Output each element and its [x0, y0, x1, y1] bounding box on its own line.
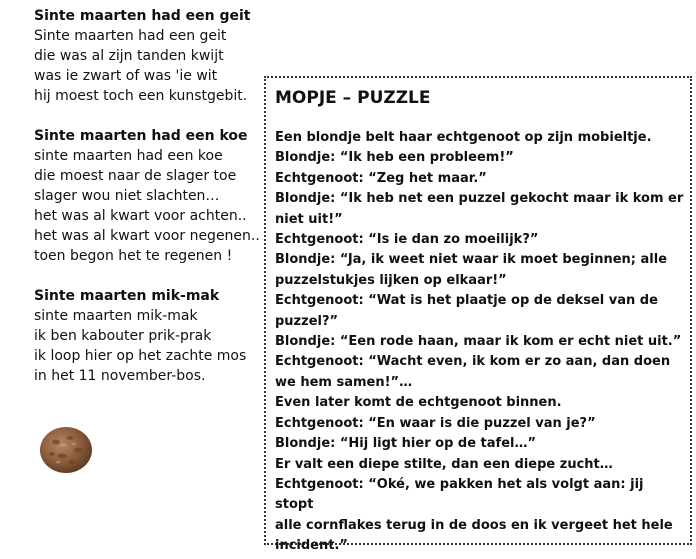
poem-title: Sinte maarten mik-mak: [34, 288, 220, 304]
joke-line: Echtgenoot: “Is ie dan zo moeilijk?”: [275, 232, 539, 248]
joke-line: incident.”: [275, 538, 348, 554]
joke-line: Blondje: “Hij ligt hier op de tafel…”: [275, 436, 537, 452]
joke-line: niet uit!”: [275, 211, 343, 227]
poem-line: in het 11 november-bos.: [34, 368, 206, 384]
poem-line: die moest naar de slager toe: [34, 168, 237, 184]
joke-line: Blondje: “Ja, ik weet niet waar ik moet beginnen; alle: [275, 252, 668, 268]
poem-line: ik ben kabouter prik-prak: [34, 328, 212, 344]
poem-line: hij moest toch een kunstgebit.: [34, 88, 248, 104]
poem-line: ik loop hier op het zachte mos: [34, 348, 247, 364]
joke-title: MOPJE – PUZZLE: [275, 88, 431, 108]
joke-line: Echtgenoot: “Oké, we pakken het als volgt aan: jij stopt: [275, 476, 644, 513]
joke-line: Er valt een diepe stilte, dan een diepe zucht…: [275, 456, 613, 472]
joke-line: Blondje: “Ik heb net een puzzel gekocht maar ik kom er: [275, 191, 684, 207]
poem-line: sinte maarten mik-mak: [34, 308, 198, 324]
joke-line: Blondje: “Een rode haan, maar ik kom er echt niet uit.”: [275, 334, 682, 350]
joke-line: Een blondje belt haar echtgenoot op zijn mobieltje.: [275, 130, 652, 145]
poem-line: het was al kwart voor achten..: [34, 208, 247, 224]
joke-line: Echtgenoot: “Zeg het maar.”: [275, 170, 487, 186]
joke-line: Echtgenoot: “En waar is die puzzel van je?”: [275, 415, 596, 431]
poem-line: toen begon het te regenen !: [34, 248, 233, 264]
cookie-image: [36, 418, 96, 478]
poem-line: Sinte maarten had een geit: [34, 28, 227, 44]
poem-line: slager wou niet slachten…: [34, 188, 220, 204]
joke-line: we hem samen!”…: [275, 374, 413, 390]
poems-column: [34, 6, 259, 406]
joke-line: Echtgenoot: “Wat is het plaatje op de deksel van de: [275, 293, 658, 309]
joke-line: Even later komt de echtgenoot binnen.: [275, 395, 562, 411]
joke-line: puzzel?”: [275, 313, 339, 329]
poem-title: Sinte maarten had een koe: [34, 128, 248, 144]
poem-line: die was al zijn tanden kwijt: [34, 48, 224, 64]
poem-mik-mak: [34, 286, 259, 386]
poem-line: sinte maarten had een koe: [34, 148, 223, 164]
poem-title: Sinte maarten had een geit: [34, 8, 251, 24]
poem-line: het was al kwart voor negenen..: [34, 228, 260, 244]
poem-geit: [34, 6, 259, 106]
joke-line: puzzelstukjes lijken op elkaar!”: [275, 272, 507, 288]
poem-line: was ie zwart of was 'ie wit: [34, 68, 218, 84]
joke-box: [264, 76, 692, 554]
joke-line: Blondje: “Ik heb een probleem!”: [275, 150, 514, 166]
poem-koe: [34, 126, 259, 266]
joke-line: alle cornflakes terug in de doos en ik vergeet het hele: [275, 517, 673, 533]
joke-line: Echtgenoot: “Wacht even, ik kom er zo aan, dan doen: [275, 354, 671, 370]
